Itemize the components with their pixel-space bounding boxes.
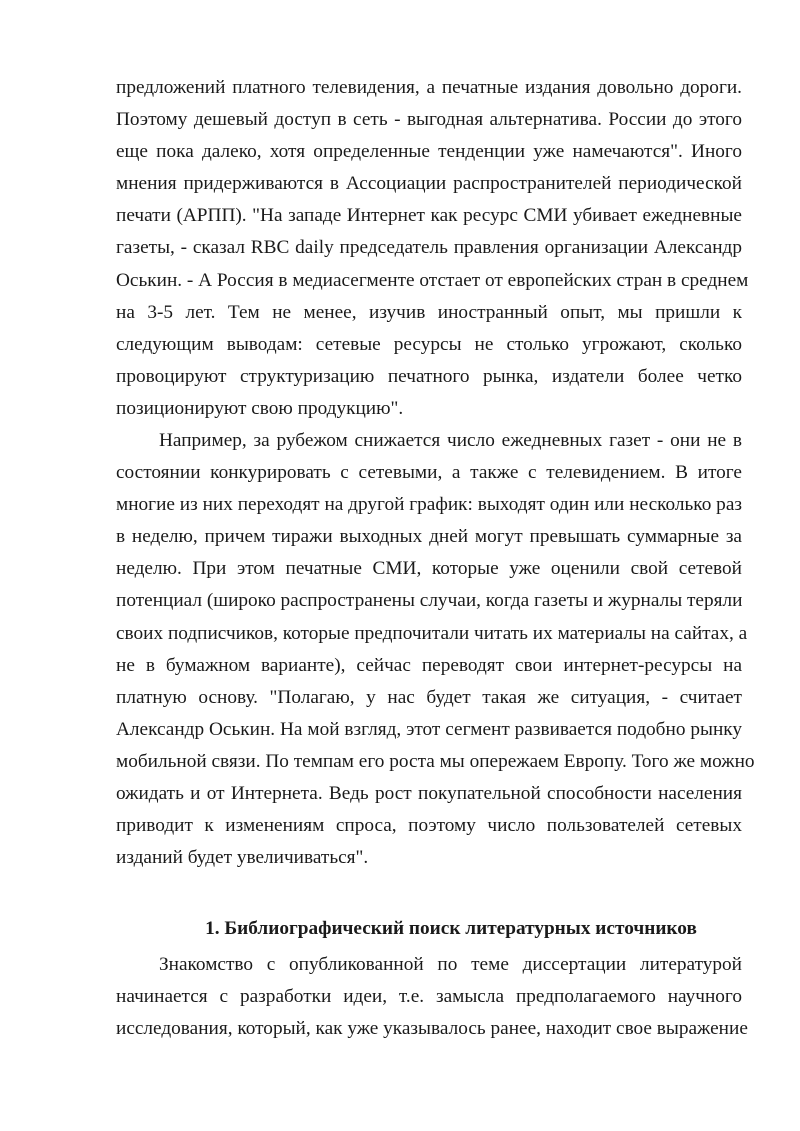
text-line: Александр Оськин. На мой взгляд, этот сегмент развивается подобно рынку bbox=[116, 718, 742, 740]
text-line: своих подписчиков, которые предпочитали читать их материалы на сайтах, а bbox=[116, 622, 748, 644]
text-line: начинается с разработки идеи, т.е. замысла предполагаемого научного bbox=[116, 986, 742, 1008]
text-line: газеты, - сказал RBC daily председатель правления организации Александр bbox=[116, 237, 742, 259]
text-line: мнения придерживаются в Ассоциации распространителей периодической bbox=[116, 173, 742, 195]
text-line: многие из них переходят на другой график: выходят один или несколько раз bbox=[116, 494, 742, 516]
paragraph-3 bbox=[116, 949, 748, 1045]
text-line: потенциал (широко распространены случаи, когда газеты и журналы теряли bbox=[116, 590, 743, 612]
text-line: еще пока далеко, хотя определенные тенденции уже намечаются". Иного bbox=[116, 141, 742, 163]
text-line: изданий будет увеличиваться". bbox=[116, 847, 369, 869]
text-line: неделю. При этом печатные СМИ, которые уже оценили свой сетевой bbox=[116, 558, 742, 580]
paragraph-1 bbox=[116, 72, 749, 425]
text-line: состоянии конкурировать с сетевыми, а также с телевидением. В итоге bbox=[116, 462, 742, 484]
text-line: не в бумажном варианте), сейчас переводят свои интернет-ресурсы на bbox=[116, 654, 742, 676]
text-line: приводит к изменениям спроса, поэтому число пользователей сетевых bbox=[116, 815, 742, 837]
text-line: платную основу. "Полагаю, у нас будет такая же ситуация, - считает bbox=[116, 686, 742, 708]
section-heading: 1. Библиографический поиск литературных источников bbox=[205, 918, 697, 939]
text-line: мобильной связи. По темпам его роста мы опережаем Европу. Того же можно bbox=[116, 750, 755, 772]
paragraph-2 bbox=[116, 425, 755, 874]
text-line: провоцируют структуризацию печатного рынка, издатели более четко bbox=[116, 365, 742, 387]
text-line: исследования, который, как уже указывалось ранее, находит свое выражение bbox=[116, 1018, 748, 1040]
text-line: в неделю, причем тиражи выходных дней могут превышать суммарные за bbox=[116, 526, 742, 548]
text-line: следующим выводам: сетевые ресурсы не столько угрожают, сколько bbox=[116, 333, 742, 355]
text-line: печати (АРПП). "На западе Интернет как ресурс СМИ убивает ежедневные bbox=[116, 205, 742, 227]
text-line: Оськин. - А Россия в медиасегменте отстает от европейских стран в среднем bbox=[116, 269, 749, 291]
text-line: Знакомство с опубликованной по теме диссертации литературой bbox=[159, 954, 742, 975]
text-line: Например, за рубежом снижается число ежедневных газет - они не в bbox=[159, 430, 742, 451]
text-line: Поэтому дешевый доступ в сеть - выгодная альтернатива. России до этого bbox=[116, 109, 742, 131]
text-line: на 3-5 лет. Тем не менее, изучив иностранный опыт, мы пришли к bbox=[116, 301, 742, 323]
text-line: позиционируют свою продукцию". bbox=[116, 397, 404, 419]
text-line: предложений платного телевидения, а печатные издания довольно дороги. bbox=[116, 77, 742, 98]
text-line: ожидать и от Интернета. Ведь рост покупательной способности населения bbox=[116, 783, 742, 805]
